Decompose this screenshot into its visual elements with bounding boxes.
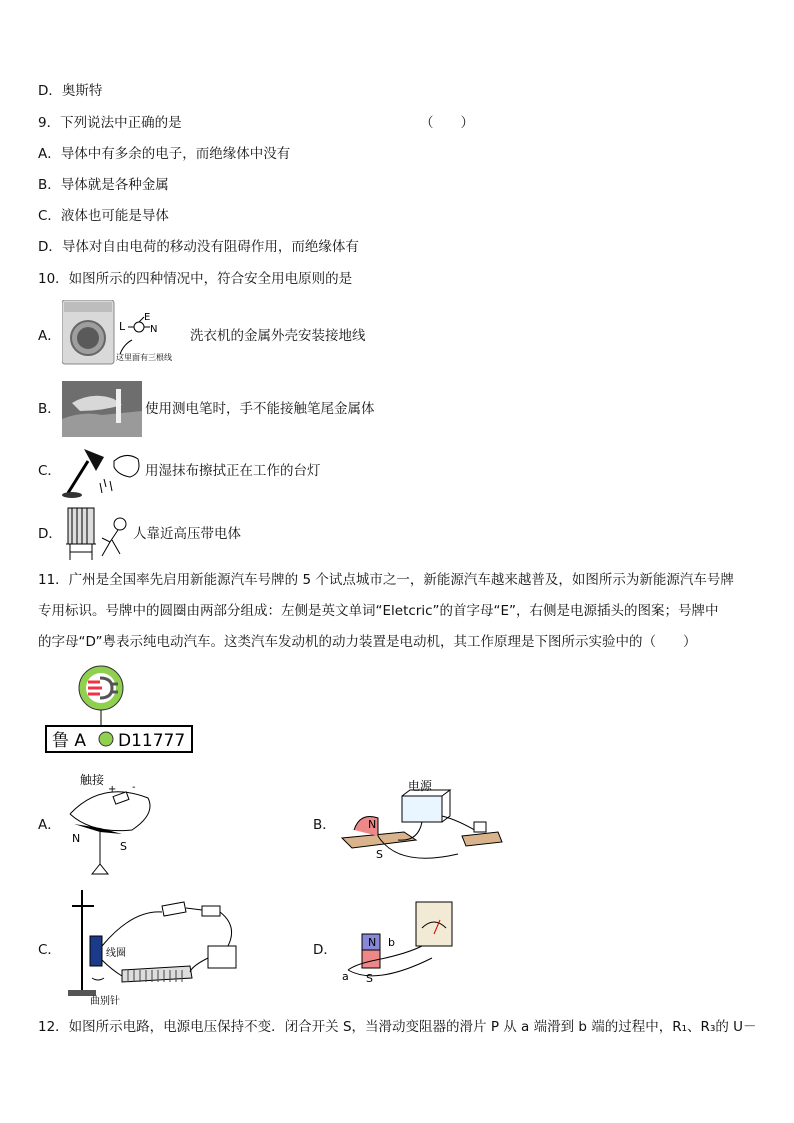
q11-stem-line-2: 专用标识。号牌中的圆圈由两部分组成：左侧是英文单词“Eletcric”的首字母“E”，右侧是电源插头的图案；号牌中 [38, 603, 719, 619]
desk-lamp-image [60, 443, 146, 499]
plug-caption: 这里面有三根线 [116, 353, 172, 362]
q11-option-d-diagram [336, 898, 460, 988]
q9-stem: 9．下列说法中正确的是 [38, 115, 182, 131]
high-voltage-image [62, 504, 134, 562]
license-plate-figure [44, 664, 196, 756]
q9-answer-blank: （ ） [420, 115, 474, 131]
q11-option-b-letter: B． [313, 817, 336, 833]
q10-option-d-text: 人靠近高压带电体 [133, 526, 241, 542]
q9-option-c: C．液体也可能是导体 [38, 208, 169, 224]
q11-option-c-letter: C． [38, 942, 61, 958]
label-l: L [119, 320, 126, 333]
q10-option-b-letter: B． [38, 401, 61, 417]
label-clip: 曲别针 [90, 996, 120, 1007]
label-n: N [368, 818, 377, 831]
test-pen-image [62, 381, 142, 437]
plate-prefix: 鲁 A [52, 731, 87, 751]
q10-stem: 10．如图所示的四种情况中，符合安全用电原则的是 [38, 271, 353, 287]
label-minus: - [132, 782, 136, 793]
label-n: N [72, 832, 81, 845]
q11-option-b-diagram [338, 776, 504, 868]
q9-option-d: D．导体对自由电荷的移动没有阻碍作用，而绝缘体有 [38, 239, 359, 255]
label-e: E [144, 312, 151, 323]
label-plus: + [108, 784, 117, 795]
q8-option-d: D．奥斯特 [38, 83, 103, 99]
label-coil: 线圈 [106, 948, 126, 959]
q11-option-a-letter: A． [38, 817, 61, 833]
q11-stem-line-1: 11．广州是全国率先启用新能源汽车号牌的 5 个试点城市之一，新能源汽车越来越普及，如图所示为新能源汽车号牌 [38, 572, 734, 588]
label-n: N [150, 324, 158, 335]
label-touch: 触接 [80, 773, 105, 787]
q10-option-a-letter: A． [38, 328, 61, 344]
q11-option-a-diagram [62, 770, 158, 880]
q10-option-c-letter: C． [38, 463, 61, 479]
q10-option-a-text: 洗衣机的金属外壳安装接地线 [190, 328, 366, 344]
q12-stem: 12．如图所示电路，电源电压保持不变．闭合开关 S，当滑动变阻器的滑片 P 从 a 端滑到 b 端的过程中，R₁、R₃的 U－ [38, 1019, 757, 1035]
label-s: S [120, 840, 127, 853]
q11-option-d-letter: D． [313, 942, 337, 958]
q11-stem-line-3: 的字母“D”粤表示纯电动汽车。这类汽车发动机的动力装置是电动机，其工作原理是下图所示实验中的（ ） [38, 634, 697, 650]
label-power: 电源 [408, 779, 433, 793]
q9-option-a: A．导体中有多余的电子，而绝缘体中没有 [38, 146, 291, 162]
label-n: N [368, 936, 377, 949]
q11-option-c-diagram [62, 886, 248, 1010]
plate-number: D11777 [118, 731, 186, 751]
label-s: S [366, 972, 373, 985]
q10-option-b-text: 使用测电笔时，手不能接触笔尾金属体 [145, 401, 375, 417]
washing-machine-image [62, 300, 190, 366]
q10-option-c-text: 用湿抹布擦拭正在工作的台灯 [145, 463, 321, 479]
q10-option-d-letter: D． [38, 526, 62, 542]
q9-option-b: B．导体就是各种金属 [38, 177, 169, 193]
label-s: S [376, 848, 383, 861]
label-a: a [342, 970, 349, 983]
label-b: b [388, 936, 395, 949]
